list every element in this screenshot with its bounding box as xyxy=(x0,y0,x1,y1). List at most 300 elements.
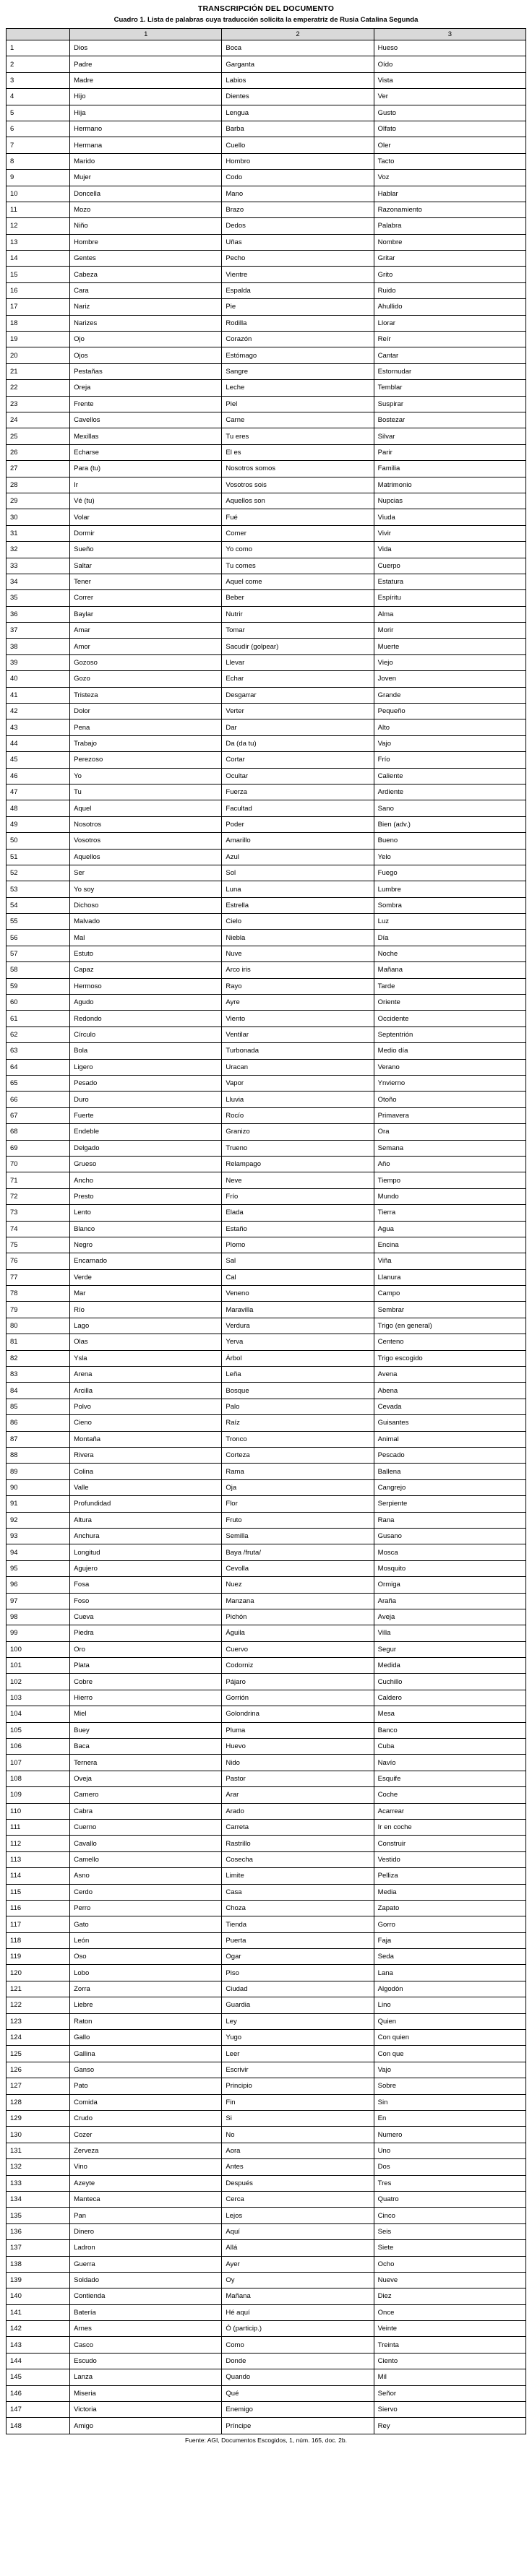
word-cell: Anchura xyxy=(70,1528,222,1544)
doc-title: TRANSCRIPCIÓN DEL DOCUMENTO xyxy=(197,4,335,13)
table-row xyxy=(7,509,526,525)
table-row xyxy=(7,380,526,396)
word-cell: Guisantes xyxy=(374,1415,525,1431)
row-number-cell: 20 xyxy=(7,347,70,363)
word-cell: Dos xyxy=(374,2159,525,2175)
word-cell: No xyxy=(222,2127,374,2143)
word-cell: Oveja xyxy=(70,1771,222,1786)
table-row xyxy=(7,1593,526,1609)
word-cell: Suspirar xyxy=(374,396,525,412)
word-cell: Gato xyxy=(70,1916,222,1932)
row-number-cell: 107 xyxy=(7,1755,70,1771)
table-row xyxy=(7,1658,526,1674)
table-row xyxy=(7,719,526,735)
word-cell: Otoño xyxy=(374,1092,525,1107)
row-number-cell: 144 xyxy=(7,2353,70,2369)
row-number-cell: 37 xyxy=(7,623,70,639)
table-row xyxy=(7,121,526,137)
table-row xyxy=(7,412,526,428)
word-cell: Allá xyxy=(222,2240,374,2256)
row-number-cell: 68 xyxy=(7,1124,70,1140)
table-row xyxy=(7,1997,526,2013)
row-number-cell: 85 xyxy=(7,1399,70,1414)
word-cell: Casco xyxy=(70,2337,222,2353)
word-cell: Ancho xyxy=(70,1172,222,1188)
row-number-cell: 97 xyxy=(7,1593,70,1609)
word-cell: Construir xyxy=(374,1836,525,1851)
row-number-cell: 45 xyxy=(7,752,70,768)
row-number-cell: 147 xyxy=(7,2402,70,2418)
word-cell: Plomo xyxy=(222,1237,374,1253)
word-cell: Mesa xyxy=(374,1706,525,1722)
table-row xyxy=(7,1172,526,1188)
row-number-cell: 61 xyxy=(7,1011,70,1026)
word-cell: Blanco xyxy=(70,1221,222,1237)
row-number-cell: 27 xyxy=(7,461,70,477)
table-row xyxy=(7,1076,526,1092)
word-cell: Barba xyxy=(222,121,374,137)
word-cell: Oja xyxy=(222,1479,374,1495)
word-cell: Vientre xyxy=(222,267,374,282)
word-cell: Cortar xyxy=(222,752,374,768)
row-number-cell: 4 xyxy=(7,89,70,105)
word-cell: Cuerpo xyxy=(374,558,525,574)
table-row xyxy=(7,1156,526,1172)
table-row xyxy=(7,962,526,978)
word-cell: Nuez xyxy=(222,1577,374,1593)
word-cell: Tacto xyxy=(374,153,525,169)
word-cell: Oy xyxy=(222,2272,374,2288)
word-cell: Sobre xyxy=(374,2078,525,2094)
word-cell: Nueve xyxy=(374,2272,525,2288)
table-row xyxy=(7,2094,526,2110)
word-cell: Lengua xyxy=(222,105,374,121)
word-table xyxy=(6,28,526,2434)
word-cell: Grito xyxy=(374,267,525,282)
word-cell: Rodilla xyxy=(222,315,374,331)
word-cell: Luna xyxy=(222,881,374,897)
row-number-cell: 132 xyxy=(7,2159,70,2175)
word-cell: Rayo xyxy=(222,978,374,994)
table-row xyxy=(7,1043,526,1059)
row-number-cell: 75 xyxy=(7,1237,70,1253)
word-cell: Arco iris xyxy=(222,962,374,978)
word-cell: Corteza xyxy=(222,1447,374,1463)
row-number-cell: 49 xyxy=(7,816,70,832)
row-number-cell: 125 xyxy=(7,2046,70,2062)
word-cell: Después xyxy=(222,2175,374,2191)
table-row xyxy=(7,1884,526,1900)
word-cell: Alto xyxy=(374,719,525,735)
word-cell: Encarnado xyxy=(70,1253,222,1269)
word-cell: Semana xyxy=(374,1140,525,1156)
row-number-cell: 40 xyxy=(7,671,70,687)
word-cell: Bueno xyxy=(374,833,525,849)
row-number-cell: 109 xyxy=(7,1787,70,1803)
word-cell: Águila xyxy=(222,1625,374,1641)
table-row xyxy=(7,2288,526,2304)
table-row xyxy=(7,752,526,768)
word-cell: Nariz xyxy=(70,299,222,315)
row-number-cell: 7 xyxy=(7,137,70,153)
word-cell: Redondo xyxy=(70,1011,222,1026)
word-cell: Tomar xyxy=(222,623,374,639)
row-number-cell: 18 xyxy=(7,315,70,331)
word-cell: Vé (tu) xyxy=(70,493,222,509)
word-cell: Soldado xyxy=(70,2272,222,2288)
word-cell: Dios xyxy=(70,40,222,56)
row-number-cell: 52 xyxy=(7,865,70,881)
row-number-cell: 134 xyxy=(7,2191,70,2207)
row-number-cell: 62 xyxy=(7,1026,70,1042)
word-cell: Dientes xyxy=(222,89,374,105)
table-row xyxy=(7,1868,526,1884)
word-cell: Arnes xyxy=(70,2321,222,2337)
word-cell: Señor xyxy=(374,2385,525,2401)
table-row xyxy=(7,1771,526,1786)
word-cell: Ocho xyxy=(374,2256,525,2272)
word-cell: Elada xyxy=(222,1205,374,1221)
table-row xyxy=(7,1479,526,1495)
word-cell: Tronco xyxy=(222,1431,374,1447)
row-number-cell: 31 xyxy=(7,525,70,541)
row-number-cell: 34 xyxy=(7,574,70,589)
row-number-cell: 103 xyxy=(7,1690,70,1706)
word-cell: Niebla xyxy=(222,930,374,946)
table-row xyxy=(7,946,526,961)
word-cell: Pestañas xyxy=(70,363,222,379)
word-cell: Raton xyxy=(70,2013,222,2029)
word-cell: Arado xyxy=(222,1803,374,1819)
word-cell: Hijo xyxy=(70,89,222,105)
word-cell: Escudo xyxy=(70,2353,222,2369)
word-cell: Ganso xyxy=(70,2062,222,2078)
word-cell: Gritar xyxy=(374,251,525,267)
row-number-cell: 19 xyxy=(7,332,70,347)
col-header-number xyxy=(7,29,70,40)
word-cell: Bola xyxy=(70,1043,222,1059)
word-cell: Correr xyxy=(70,590,222,606)
table-row xyxy=(7,1253,526,1269)
word-cell: Olas xyxy=(70,1334,222,1350)
table-row xyxy=(7,1949,526,1965)
row-number-cell: 116 xyxy=(7,1900,70,1916)
table-row xyxy=(7,1107,526,1123)
word-cell: Muerte xyxy=(374,639,525,654)
word-cell: Quatro xyxy=(374,2191,525,2207)
table-row xyxy=(7,251,526,267)
word-cell: Oro xyxy=(70,1641,222,1657)
row-number-cell: 12 xyxy=(7,218,70,234)
row-number-cell: 30 xyxy=(7,509,70,525)
row-number-cell: 113 xyxy=(7,1851,70,1867)
word-cell: Saltar xyxy=(70,558,222,574)
word-cell: Quien xyxy=(374,2013,525,2029)
word-cell: Acarrear xyxy=(374,1803,525,1819)
word-cell: Estuto xyxy=(70,946,222,961)
word-cell: Villa xyxy=(374,1625,525,1641)
word-cell: Choza xyxy=(222,1900,374,1916)
word-cell: Dormir xyxy=(70,525,222,541)
word-cell: Viejo xyxy=(374,654,525,670)
row-number-cell: 74 xyxy=(7,1221,70,1237)
word-cell: Luz xyxy=(374,914,525,930)
table-row xyxy=(7,299,526,315)
table-row xyxy=(7,218,526,234)
word-cell: Mundo xyxy=(374,1188,525,1204)
table-header-row xyxy=(7,29,526,40)
word-cell: Doncella xyxy=(70,186,222,202)
row-number-cell: 56 xyxy=(7,930,70,946)
word-cell: Oreja xyxy=(70,380,222,396)
row-number-cell: 121 xyxy=(7,1981,70,1997)
row-number-cell: 29 xyxy=(7,493,70,509)
word-cell: Estatura xyxy=(374,574,525,589)
table-row xyxy=(7,1059,526,1075)
table-row xyxy=(7,1674,526,1690)
word-cell: Yo xyxy=(70,768,222,784)
table-row xyxy=(7,267,526,282)
row-number-cell: 108 xyxy=(7,1771,70,1786)
word-cell: Occidente xyxy=(374,1011,525,1026)
word-cell: Sueño xyxy=(70,542,222,558)
word-cell: Esquife xyxy=(374,1771,525,1786)
word-cell: Boca xyxy=(222,40,374,56)
word-cell: Círculo xyxy=(70,1026,222,1042)
word-cell: Zapato xyxy=(374,1900,525,1916)
row-number-cell: 141 xyxy=(7,2304,70,2320)
word-cell: Gorrión xyxy=(222,1690,374,1706)
word-cell: Hé aquí xyxy=(222,2304,374,2320)
word-cell: Mil xyxy=(374,2369,525,2385)
row-number-cell: 98 xyxy=(7,1609,70,1625)
table-row xyxy=(7,590,526,606)
word-cell: Voz xyxy=(374,170,525,186)
word-cell: Polvo xyxy=(70,1399,222,1414)
table-row xyxy=(7,1399,526,1414)
word-cell: Trabajo xyxy=(70,735,222,751)
word-cell: Perro xyxy=(70,1900,222,1916)
row-number-cell: 51 xyxy=(7,849,70,865)
row-number-cell: 118 xyxy=(7,1932,70,1948)
row-number-cell: 92 xyxy=(7,1512,70,1528)
row-number-cell: 69 xyxy=(7,1140,70,1156)
word-cell: Ardiente xyxy=(374,784,525,800)
row-number-cell: 57 xyxy=(7,946,70,961)
row-number-cell: 66 xyxy=(7,1092,70,1107)
word-cell: Nido xyxy=(222,1755,374,1771)
word-cell: Tres xyxy=(374,2175,525,2191)
word-cell: Fuerza xyxy=(222,784,374,800)
word-cell: Algodón xyxy=(374,1981,525,1997)
table-row xyxy=(7,1625,526,1641)
word-cell: Ciudad xyxy=(222,1981,374,1997)
word-cell: Tener xyxy=(70,574,222,589)
row-number-cell: 128 xyxy=(7,2094,70,2110)
table-row xyxy=(7,1188,526,1204)
word-cell: Negro xyxy=(70,1237,222,1253)
row-number-cell: 48 xyxy=(7,800,70,816)
word-cell: Yugo xyxy=(222,2030,374,2046)
word-cell: Pájaro xyxy=(222,1674,374,1690)
row-number-cell: 16 xyxy=(7,282,70,298)
table-row xyxy=(7,768,526,784)
word-cell: Llorar xyxy=(374,315,525,331)
word-cell: Cobre xyxy=(70,1674,222,1690)
word-cell: Arar xyxy=(222,1787,374,1803)
row-number-cell: 137 xyxy=(7,2240,70,2256)
table-row xyxy=(7,1722,526,1738)
word-cell: Padre xyxy=(70,56,222,72)
word-cell: Hueso xyxy=(374,40,525,56)
word-cell: Lana xyxy=(374,1965,525,1981)
word-cell: Puerta xyxy=(222,1932,374,1948)
table-row xyxy=(7,153,526,169)
row-number-cell: 82 xyxy=(7,1350,70,1366)
word-cell: Antes xyxy=(222,2159,374,2175)
word-cell: Gallo xyxy=(70,2030,222,2046)
word-cell: Cozer xyxy=(70,2127,222,2143)
word-cell: Pena xyxy=(70,719,222,735)
table-row xyxy=(7,1124,526,1140)
row-number-cell: 72 xyxy=(7,1188,70,1204)
word-cell: Carreta xyxy=(222,1819,374,1835)
word-cell: Once xyxy=(374,2304,525,2320)
row-number-cell: 110 xyxy=(7,1803,70,1819)
table-row xyxy=(7,1367,526,1383)
word-cell: Cuchillo xyxy=(374,1674,525,1690)
word-cell: Fuerte xyxy=(70,1107,222,1123)
table-row xyxy=(7,1932,526,1948)
word-cell: Ogar xyxy=(222,1949,374,1965)
table-row xyxy=(7,1577,526,1593)
table-row xyxy=(7,2353,526,2369)
word-cell: Malvado xyxy=(70,914,222,930)
row-number-cell: 9 xyxy=(7,170,70,186)
word-cell: Rey xyxy=(374,2418,525,2434)
row-number-cell: 124 xyxy=(7,2030,70,2046)
word-cell: Tu eres xyxy=(222,428,374,444)
row-number-cell: 32 xyxy=(7,542,70,558)
word-cell: Dichoso xyxy=(70,897,222,913)
row-number-cell: 79 xyxy=(7,1302,70,1318)
table-row xyxy=(7,493,526,509)
word-cell: Lento xyxy=(70,1205,222,1221)
word-cell: Primavera xyxy=(374,1107,525,1123)
word-cell: Mosquito xyxy=(374,1560,525,1576)
table-row xyxy=(7,1851,526,1867)
word-cell: Zerveza xyxy=(70,2143,222,2158)
word-cell: Uñas xyxy=(222,234,374,250)
table-row xyxy=(7,606,526,622)
word-cell: Trigo escogido xyxy=(374,1350,525,1366)
word-cell: Dar xyxy=(222,719,374,735)
word-cell: Vosotros xyxy=(70,833,222,849)
table-row xyxy=(7,2030,526,2046)
word-cell: Para (tu) xyxy=(70,461,222,477)
row-number-cell: 50 xyxy=(7,833,70,849)
word-cell: Mexillas xyxy=(70,428,222,444)
word-cell: Grueso xyxy=(70,1156,222,1172)
word-cell: Coche xyxy=(374,1787,525,1803)
row-number-cell: 114 xyxy=(7,1868,70,1884)
row-number-cell: 70 xyxy=(7,1156,70,1172)
table-row xyxy=(7,186,526,202)
word-cell: Frío xyxy=(222,1188,374,1204)
word-cell: Piso xyxy=(222,1965,374,1981)
word-cell: Madre xyxy=(70,72,222,88)
row-number-cell: 117 xyxy=(7,1916,70,1932)
word-cell: Bien (adv.) xyxy=(374,816,525,832)
word-cell: Septentrión xyxy=(374,1026,525,1042)
row-number-cell: 33 xyxy=(7,558,70,574)
word-cell: Viuda xyxy=(374,509,525,525)
row-number-cell: 81 xyxy=(7,1334,70,1350)
word-cell: Leer xyxy=(222,2046,374,2062)
table-row xyxy=(7,1350,526,1366)
row-number-cell: 67 xyxy=(7,1107,70,1123)
word-cell: Vida xyxy=(374,542,525,558)
table-row xyxy=(7,56,526,72)
row-number-cell: 145 xyxy=(7,2369,70,2385)
word-cell: Nosotros somos xyxy=(222,461,374,477)
word-cell: Olfato xyxy=(374,121,525,137)
word-cell: Yerva xyxy=(222,1334,374,1350)
word-cell: Silvar xyxy=(374,428,525,444)
row-number-cell: 94 xyxy=(7,1544,70,1560)
table-row xyxy=(7,1560,526,1576)
word-cell: Rastrillo xyxy=(222,1836,374,1851)
word-cell: Ser xyxy=(70,865,222,881)
word-cell: Cueva xyxy=(70,1609,222,1625)
word-cell: Cuerno xyxy=(70,1819,222,1835)
word-cell: Nombre xyxy=(374,234,525,250)
row-number-cell: 126 xyxy=(7,2062,70,2078)
word-cell: Cielo xyxy=(222,914,374,930)
row-number-cell: 60 xyxy=(7,995,70,1011)
word-cell: Ó (particip.) xyxy=(222,2321,374,2337)
table-row xyxy=(7,1787,526,1803)
word-cell: Cuello xyxy=(222,137,374,153)
word-cell: Tarde xyxy=(374,978,525,994)
col-header-1: 1 xyxy=(70,29,222,40)
word-cell: Uracan xyxy=(222,1059,374,1075)
row-number-cell: 95 xyxy=(7,1560,70,1576)
row-number-cell: 63 xyxy=(7,1043,70,1059)
word-cell: Duro xyxy=(70,1092,222,1107)
word-cell: Joven xyxy=(374,671,525,687)
word-cell: Encina xyxy=(374,1237,525,1253)
word-cell: Oler xyxy=(374,137,525,153)
word-cell: Asno xyxy=(70,1868,222,1884)
word-cell: Vapor xyxy=(222,1076,374,1092)
word-cell: Batería xyxy=(70,2304,222,2320)
table-row xyxy=(7,1641,526,1657)
word-cell: Vino xyxy=(70,2159,222,2175)
table-row xyxy=(7,315,526,331)
word-cell: Reír xyxy=(374,332,525,347)
word-cell: Gorro xyxy=(374,1916,525,1932)
word-cell: Narizes xyxy=(70,315,222,331)
word-cell: Leña xyxy=(222,1367,374,1383)
word-cell: Limite xyxy=(222,1868,374,1884)
word-cell: Ysla xyxy=(70,1350,222,1366)
word-cell: Relampago xyxy=(222,1156,374,1172)
table-row xyxy=(7,914,526,930)
table-row xyxy=(7,800,526,816)
word-cell: Llevar xyxy=(222,654,374,670)
table-row xyxy=(7,865,526,881)
